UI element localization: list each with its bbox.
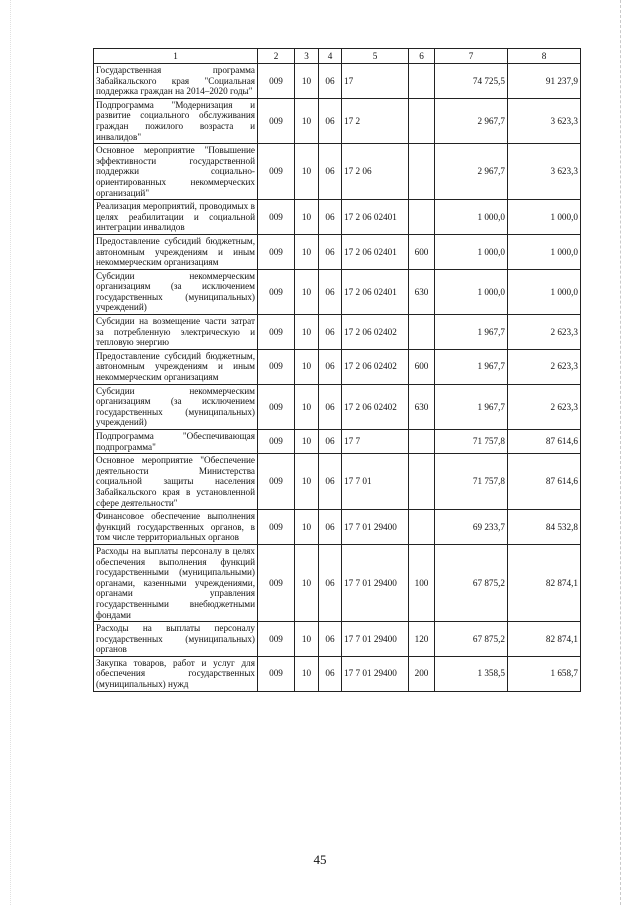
target-article-code-cell: 17 7 01 29400 — [342, 510, 409, 545]
target-article-code-cell: 17 7 01 29400 — [342, 656, 409, 691]
header-cell: 8 — [508, 49, 581, 64]
target-article-code-cell: 17 7 01 29400 — [342, 622, 409, 657]
amount-year1-cell: 2 967,7 — [435, 144, 508, 200]
subsection-code-cell: 06 — [319, 430, 342, 454]
expense-type-code-cell — [409, 315, 435, 350]
item-name-cell: Предоставление субсидий бюджетным, автономным учреждениям и иным некоммерческим организациям — [94, 349, 258, 384]
amount-year1-cell: 67 875,2 — [435, 544, 508, 621]
item-name-cell: Государственная программа Забайкальского края "Социальная поддержка граждан на 2014–2020 годы" — [94, 64, 258, 99]
expense-type-code-cell: 600 — [409, 349, 435, 384]
table-row — [94, 349, 581, 384]
ministry-code-cell: 009 — [258, 384, 295, 429]
item-name-cell: Подпрограмма "Обеспечивающая подпрограмма" — [94, 430, 258, 454]
section-code-cell: 10 — [295, 98, 319, 143]
amount-year2-cell: 87 614,6 — [508, 430, 581, 454]
table-row — [94, 544, 581, 621]
expense-type-code-cell: 200 — [409, 656, 435, 691]
item-name-cell: Субсидии некоммерческим организациям (за исключением государственных (муниципальных) учреждений) — [94, 384, 258, 429]
amount-year1-cell: 69 233,7 — [435, 510, 508, 545]
expense-type-code-cell — [409, 430, 435, 454]
amount-year1-cell: 1 000,0 — [435, 269, 508, 314]
target-article-code-cell: 17 2 06 02401 — [342, 234, 409, 269]
table-row — [94, 315, 581, 350]
section-code-cell: 10 — [295, 384, 319, 429]
target-article-code-cell: 17 7 01 — [342, 454, 409, 510]
expense-type-code-cell — [409, 200, 435, 235]
expense-type-code-cell: 630 — [409, 269, 435, 314]
item-name-cell: Основное мероприятие "Повышение эффективности государственной поддержки социально-ориентированных некоммерческих организаций" — [94, 144, 258, 200]
header-cell: 2 — [258, 49, 295, 64]
expense-type-code-cell — [409, 64, 435, 99]
table-row — [94, 200, 581, 235]
expense-type-code-cell: 630 — [409, 384, 435, 429]
target-article-code-cell: 17 7 01 29400 — [342, 544, 409, 621]
table-row — [94, 510, 581, 545]
item-name-cell: Субсидии некоммерческим организациям (за исключением государственных (муниципальных) учреждений) — [94, 269, 258, 314]
section-code-cell: 10 — [295, 454, 319, 510]
header-cell: 6 — [409, 49, 435, 64]
amount-year2-cell: 1 000,0 — [508, 200, 581, 235]
expense-type-code-cell: 120 — [409, 622, 435, 657]
ministry-code-cell: 009 — [258, 656, 295, 691]
subsection-code-cell: 06 — [319, 544, 342, 621]
table-row — [94, 656, 581, 691]
amount-year2-cell: 1 658,7 — [508, 656, 581, 691]
amount-year2-cell: 2 623,3 — [508, 315, 581, 350]
item-name-cell: Основное мероприятие "Обеспечение деятельности Министерства социальной защиты населения Забайкальского края в установленной сфере деятельности" — [94, 454, 258, 510]
subsection-code-cell: 06 — [319, 349, 342, 384]
amount-year1-cell: 71 757,8 — [435, 454, 508, 510]
section-code-cell: 10 — [295, 622, 319, 657]
amount-year2-cell: 2 623,3 — [508, 384, 581, 429]
amount-year1-cell: 74 725,5 — [435, 64, 508, 99]
amount-year1-cell: 1 000,0 — [435, 234, 508, 269]
item-name-cell: Субсидии на возмещение части затрат за потребленную электрическую и тепловую энергию — [94, 315, 258, 350]
item-name-cell: Расходы на выплаты персоналу государственных (муниципальных) органов — [94, 622, 258, 657]
target-article-code-cell: 17 2 06 02402 — [342, 384, 409, 429]
target-article-code-cell: 17 2 06 02402 — [342, 349, 409, 384]
header-cell: 7 — [435, 49, 508, 64]
header-cell: 5 — [342, 49, 409, 64]
item-name-cell: Закупка товаров, работ и услуг для обеспечения государственных (муниципальных) нужд — [94, 656, 258, 691]
budget-table — [93, 48, 581, 692]
table-row — [94, 269, 581, 314]
target-article-code-cell: 17 — [342, 64, 409, 99]
amount-year1-cell: 1 967,7 — [435, 384, 508, 429]
amount-year2-cell: 82 874,1 — [508, 544, 581, 621]
ministry-code-cell: 009 — [258, 234, 295, 269]
expense-type-code-cell — [409, 454, 435, 510]
amount-year2-cell: 2 623,3 — [508, 349, 581, 384]
expense-type-code-cell — [409, 98, 435, 143]
subsection-code-cell: 06 — [319, 384, 342, 429]
amount-year1-cell: 1 967,7 — [435, 315, 508, 350]
item-name-cell: Реализация мероприятий, проводимых в целях реабилитации и социальной интеграции инвалидов — [94, 200, 258, 235]
target-article-code-cell: 17 2 06 02401 — [342, 200, 409, 235]
target-article-code-cell: 17 7 — [342, 430, 409, 454]
ministry-code-cell: 009 — [258, 315, 295, 350]
target-article-code-cell: 17 2 06 — [342, 144, 409, 200]
target-article-code-cell: 17 2 — [342, 98, 409, 143]
section-code-cell: 10 — [295, 234, 319, 269]
section-code-cell: 10 — [295, 315, 319, 350]
scan-edge-left — [10, 0, 11, 905]
subsection-code-cell: 06 — [319, 64, 342, 99]
subsection-code-cell: 06 — [319, 234, 342, 269]
ministry-code-cell: 009 — [258, 200, 295, 235]
amount-year1-cell: 1 358,5 — [435, 656, 508, 691]
item-name-cell: Расходы на выплаты персоналу в целях обеспечения выполнения функций государственными (муниципальными) органами, казенными учреждениями, органами управления государственными внебюджетными фондами — [94, 544, 258, 621]
amount-year1-cell: 71 757,8 — [435, 430, 508, 454]
subsection-code-cell: 06 — [319, 269, 342, 314]
table-header-row — [94, 49, 581, 64]
item-name-cell: Подпрограмма "Модернизация и развитие социального обслуживания граждан пожилого возраста и инвалидов" — [94, 98, 258, 143]
expense-type-code-cell: 600 — [409, 234, 435, 269]
expense-type-code-cell: 100 — [409, 544, 435, 621]
amount-year1-cell: 1 000,0 — [435, 200, 508, 235]
amount-year1-cell: 2 967,7 — [435, 98, 508, 143]
subsection-code-cell: 06 — [319, 315, 342, 350]
ministry-code-cell: 009 — [258, 64, 295, 99]
ministry-code-cell: 009 — [258, 98, 295, 143]
table-row — [94, 454, 581, 510]
header-cell: 4 — [319, 49, 342, 64]
item-name-cell: Финансовое обеспечение выполнения функций государственных органов, в том числе территориальных органов — [94, 510, 258, 545]
ministry-code-cell: 009 — [258, 144, 295, 200]
amount-year2-cell: 3 623,3 — [508, 144, 581, 200]
table-row — [94, 98, 581, 143]
expense-type-code-cell — [409, 510, 435, 545]
section-code-cell: 10 — [295, 144, 319, 200]
amount-year2-cell: 87 614,6 — [508, 454, 581, 510]
ministry-code-cell: 009 — [258, 349, 295, 384]
header-cell: 1 — [94, 49, 258, 64]
ministry-code-cell: 009 — [258, 430, 295, 454]
header-cell: 3 — [295, 49, 319, 64]
ministry-code-cell: 009 — [258, 454, 295, 510]
amount-year2-cell: 1 000,0 — [508, 269, 581, 314]
table-row — [94, 622, 581, 657]
target-article-code-cell: 17 2 06 02402 — [342, 315, 409, 350]
section-code-cell: 10 — [295, 64, 319, 99]
subsection-code-cell: 06 — [319, 656, 342, 691]
amount-year2-cell: 91 237,9 — [508, 64, 581, 99]
table-row — [94, 64, 581, 99]
section-code-cell: 10 — [295, 200, 319, 235]
table-row — [94, 234, 581, 269]
subsection-code-cell: 06 — [319, 622, 342, 657]
subsection-code-cell: 06 — [319, 454, 342, 510]
amount-year2-cell: 84 532,8 — [508, 510, 581, 545]
section-code-cell: 10 — [295, 349, 319, 384]
subsection-code-cell: 06 — [319, 144, 342, 200]
section-code-cell: 10 — [295, 656, 319, 691]
subsection-code-cell: 06 — [319, 200, 342, 235]
item-name-cell: Предоставление субсидий бюджетным, автономным учреждениям и иным некоммерческим организациям — [94, 234, 258, 269]
page-number: 45 — [313, 852, 327, 867]
amount-year2-cell: 3 623,3 — [508, 98, 581, 143]
ministry-code-cell: 009 — [258, 622, 295, 657]
section-code-cell: 10 — [295, 430, 319, 454]
amount-year1-cell: 67 875,2 — [435, 622, 508, 657]
section-code-cell: 10 — [295, 510, 319, 545]
ministry-code-cell: 009 — [258, 510, 295, 545]
subsection-code-cell: 06 — [319, 98, 342, 143]
amount-year2-cell: 82 874,1 — [508, 622, 581, 657]
ministry-code-cell: 009 — [258, 544, 295, 621]
amount-year2-cell: 1 000,0 — [508, 234, 581, 269]
table-row — [94, 144, 581, 200]
table-row — [94, 384, 581, 429]
expense-type-code-cell — [409, 144, 435, 200]
section-code-cell: 10 — [295, 269, 319, 314]
section-code-cell: 10 — [295, 544, 319, 621]
table-row — [94, 430, 581, 454]
scan-edge-right — [620, 0, 621, 905]
target-article-code-cell: 17 2 06 02401 — [342, 269, 409, 314]
amount-year1-cell: 1 967,7 — [435, 349, 508, 384]
subsection-code-cell: 06 — [319, 510, 342, 545]
ministry-code-cell: 009 — [258, 269, 295, 314]
